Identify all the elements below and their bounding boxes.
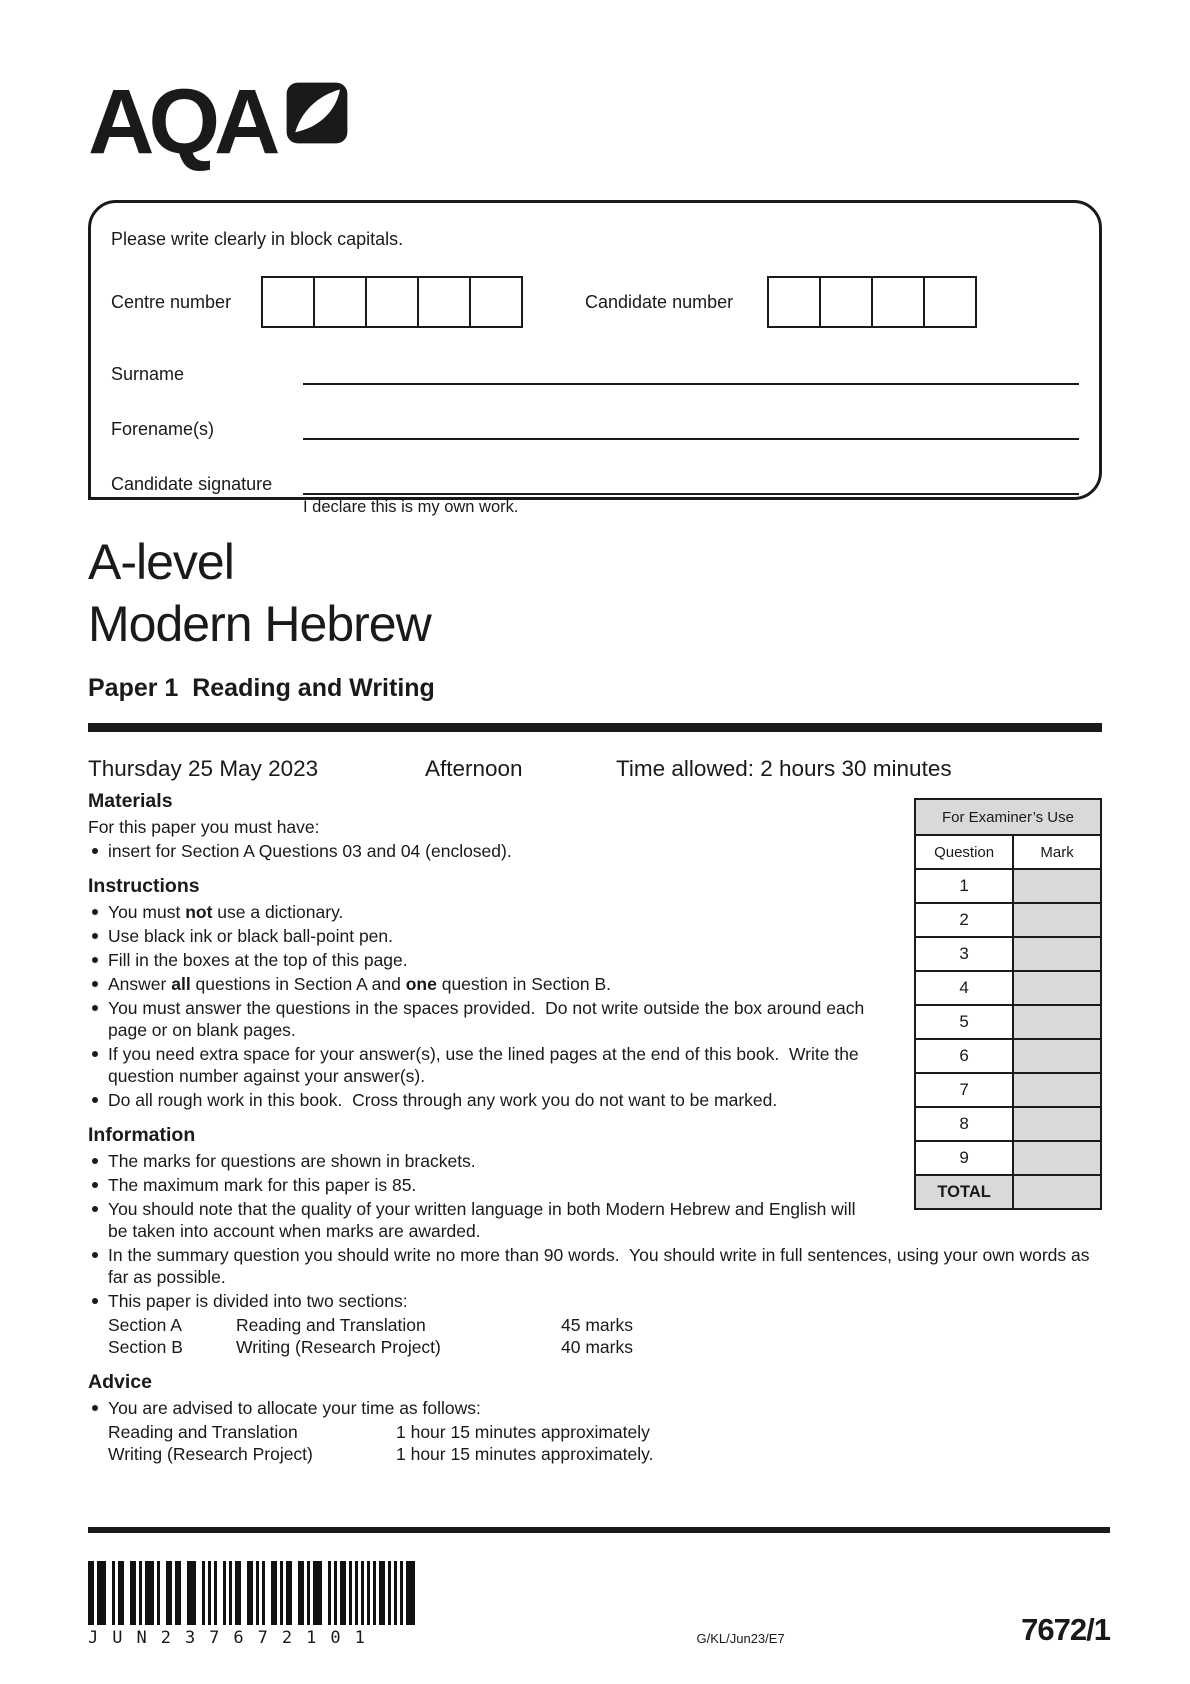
materials-intro: For this paper you must have: [88, 817, 320, 837]
question-number-cell: 7 [915, 1073, 1013, 1107]
total-label-cell: TOTAL [915, 1175, 1013, 1209]
detail-row: Writing (Research Project) 1 hour 15 minutes approximately. [108, 1444, 654, 1464]
bullet-item: Answer all questions in Section A and one question in Section B. [88, 973, 1102, 995]
bullet-item: The maximum mark for this paper is 85. [88, 1174, 1102, 1196]
bullet-item: insert for Section A Questions 03 and 04 (enclosed). [88, 840, 1102, 862]
number-entry-box[interactable] [417, 276, 471, 328]
instructions-heading: Instructions [88, 875, 200, 897]
title-rule [88, 723, 1102, 732]
number-entry-box[interactable] [469, 276, 523, 328]
block-capitals-instruction: Please write clearly in block capitals. [111, 229, 404, 249]
surname-input-line[interactable] [303, 361, 1079, 385]
subject-title: Modern Hebrew [88, 596, 431, 652]
detail-row: Reading and Translation 1 hour 15 minutes approximately [108, 1422, 650, 1442]
centre-number-label: Centre number [111, 291, 232, 312]
exam-date: Thursday 25 May 2023 [88, 756, 319, 781]
bullet-item: You must answer the questions in the spaces provided. Do not write outside the box around each page or on blank pages. [88, 997, 1102, 1041]
question-number-cell: 6 [915, 1039, 1013, 1073]
declaration-text: I declare this is my own work. [303, 498, 519, 516]
number-entry-box[interactable] [923, 276, 977, 328]
bullet-item: The marks for questions are shown in brackets. [88, 1150, 1102, 1172]
qualification-title: A-level [88, 534, 234, 590]
bullet-item: You should note that the quality of your written language in both Modern Hebrew and English will be taken into account when marks are awarded. [88, 1198, 1102, 1242]
number-entry-box[interactable] [819, 276, 873, 328]
bullet-item: Fill in the boxes at the top of this page. [88, 949, 1102, 971]
question-number-cell: 5 [915, 1005, 1013, 1039]
bullet-item: This paper is divided into two sections: [88, 1290, 1102, 1312]
aqa-leaf-icon [286, 82, 348, 144]
mark-cell [1013, 869, 1101, 903]
information-list [88, 1150, 1102, 1358]
centre-number-boxes[interactable] [261, 276, 523, 328]
forenames-label: Forename(s) [111, 419, 215, 439]
signature-input-line[interactable] [303, 471, 1079, 495]
mark-cell [1013, 1107, 1101, 1141]
question-number-cell: 9 [915, 1141, 1013, 1175]
exam-session: Afternoon [425, 756, 523, 781]
materials-heading: Materials [88, 790, 173, 812]
bullet-item: Do all rough work in this book. Cross through any work you do not want to be marked. [88, 1089, 1102, 1111]
surname-row [111, 361, 1079, 385]
time-allowed: Time allowed: 2 hours 30 minutes [616, 756, 952, 781]
barcode [88, 1561, 460, 1648]
instructions-list [88, 901, 1102, 1111]
signature-row [111, 471, 1079, 495]
candidate-number-boxes[interactable] [767, 276, 977, 328]
session-line [88, 756, 1102, 782]
question-number-cell: 8 [915, 1107, 1013, 1141]
candidate-number-label: Candidate number [585, 291, 734, 312]
barcode-bars [88, 1561, 460, 1625]
bullet-item: You are advised to allocate your time as follows: [88, 1397, 1102, 1419]
candidate-details-box [88, 200, 1102, 516]
barcode-text: JUN237672101 [88, 1628, 379, 1648]
question-column-header: Question [915, 835, 1013, 869]
advice-list [88, 1397, 1102, 1465]
bullet-item: If you need extra space for your answer(s), use the lined pages at the end of this book. Write the question number against your answer(s). [88, 1043, 1102, 1087]
footer-rule [88, 1527, 1110, 1533]
signature-label: Candidate signature [111, 474, 273, 494]
question-number-cell: 2 [915, 903, 1013, 937]
information-heading: Information [88, 1124, 196, 1146]
bullet-item: Use black ink or black ball-point pen. [88, 925, 1102, 947]
number-entry-box[interactable] [313, 276, 367, 328]
examiner-table-title: For Examiner’s Use [915, 799, 1101, 835]
advice-heading: Advice [88, 1371, 152, 1393]
question-number-cell: 1 [915, 869, 1013, 903]
number-entry-box[interactable] [871, 276, 925, 328]
aqa-logo-text: AQA [88, 71, 275, 173]
question-number-cell: 4 [915, 971, 1013, 1005]
paper-title: Paper 1 Reading and Writing [88, 674, 435, 702]
number-entry-box[interactable] [767, 276, 821, 328]
materials-list [88, 840, 1102, 862]
detail-row: Section A Reading and Translation 45 marks [108, 1315, 633, 1335]
paper-reference: G/KL/Jun23/E7 [696, 1631, 785, 1646]
number-entry-box[interactable] [365, 276, 419, 328]
forenames-row [111, 416, 1079, 440]
paper-code: 7672/1 [1021, 1612, 1110, 1647]
mark-column-header: Mark [1013, 835, 1101, 869]
number-entry-box[interactable] [261, 276, 315, 328]
aqa-logo [88, 71, 1102, 180]
number-entry-row [111, 276, 1079, 328]
question-number-cell: 3 [915, 937, 1013, 971]
page-footer [88, 1527, 1110, 1648]
bullet-item: In the summary question you should write no more than 90 words. You should write in full sentences, using your own words as far as possible. [88, 1244, 1102, 1288]
detail-row: Section B Writing (Research Project) 40 marks [108, 1337, 633, 1357]
bullet-item: You must not use a dictionary. [88, 901, 1102, 923]
forenames-input-line[interactable] [303, 416, 1079, 440]
surname-label: Surname [111, 364, 185, 384]
front-page-rubric [88, 790, 1102, 1465]
